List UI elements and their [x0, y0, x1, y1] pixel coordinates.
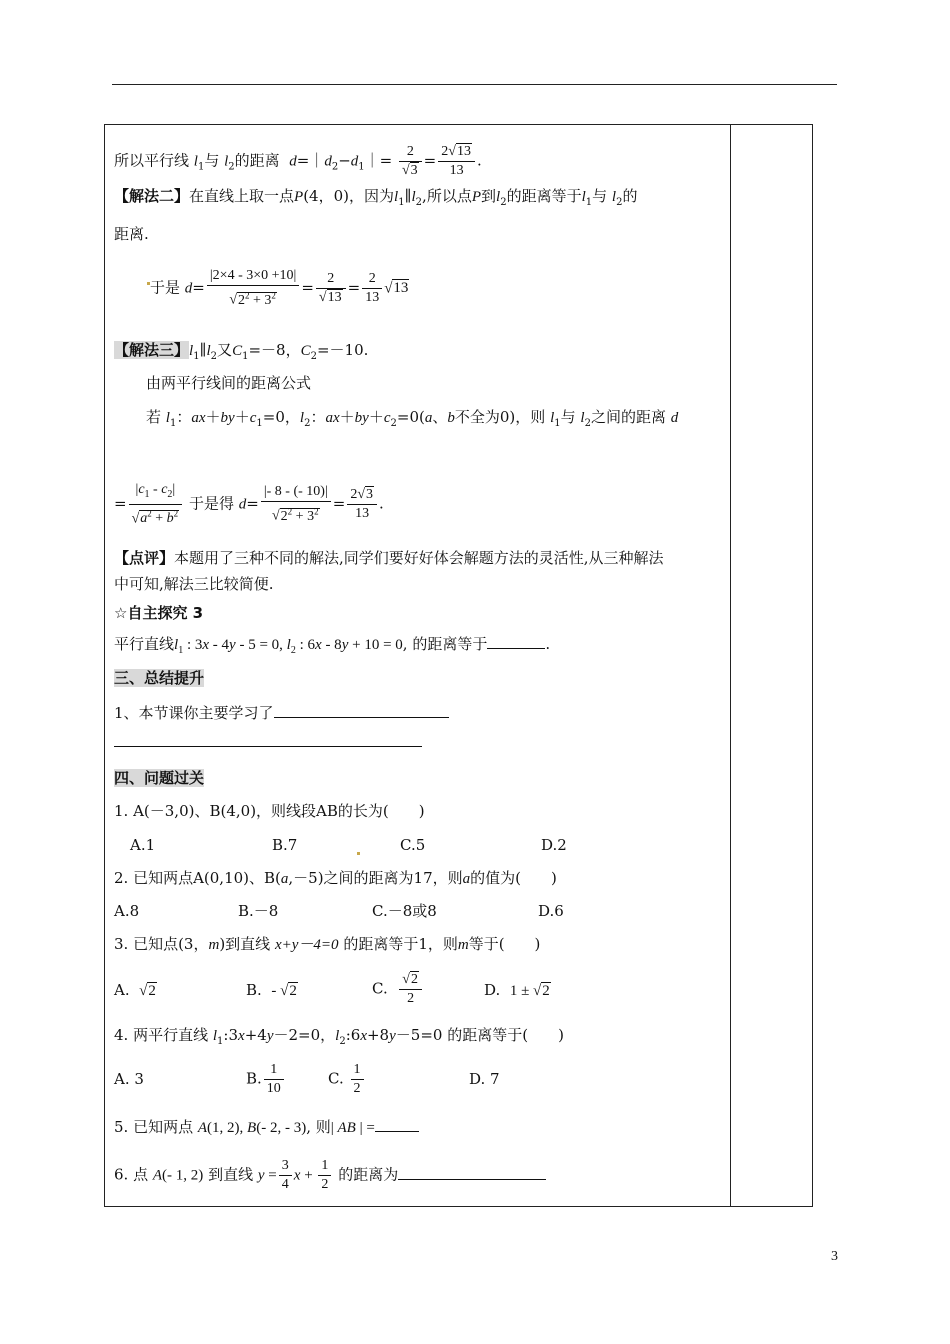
comment — [114, 548, 664, 568]
q1-option-a[interactable]: A.1 — [130, 836, 156, 854]
q2-option-c[interactable]: C.－8或8 — [372, 902, 437, 920]
method-three-label: 【解法三】 — [114, 341, 190, 359]
fraction: $\frac{3}{4}$ — [279, 1158, 292, 1193]
header-rule — [112, 84, 837, 85]
method-three-formula: = $\frac{|c_1 - c_2|}{√a^2 + b^2}$ 于是得 d= $\frac{|- 8 - (- 10)|}{√2^2 + 3^2}$ = $\frac{2√3}{13}$ . — [114, 482, 384, 527]
table-column-divider — [730, 124, 731, 1207]
text: 于是得 — [188, 494, 234, 513]
question-3 — [114, 934, 540, 955]
text: ，因为 — [349, 187, 395, 205]
text: )到直线 — [219, 935, 271, 953]
method-two-continued: 距离. — [114, 225, 149, 243]
question-5: 5. 已知两点 A(1, 2), B(- 2, - 3), 则| AB | = — [114, 1117, 419, 1138]
q4-option-a[interactable]: A. 3 — [114, 1070, 144, 1088]
text: 的距离等于 — [506, 187, 582, 205]
text: 所以平行线 — [114, 151, 190, 170]
option-letter: C. — [372, 979, 388, 998]
question-1: 1. A(－3,0)、B(4,0)，则线段AB的长为( ) — [114, 802, 425, 820]
question-4: 4. 两平行直线 $l_1:3x+4y-2=0$，$l_2:6x+8y-5=0$ 的距离等于( ) — [114, 1026, 564, 1047]
fraction: $\frac{2}{√3}$ — [399, 144, 422, 179]
text: 于是 — [150, 278, 181, 297]
fraction: $\frac{1}{10}$ — [264, 1062, 284, 1097]
q4-option-b[interactable] — [246, 1062, 286, 1097]
variable: a — [280, 871, 289, 887]
text: 不全为 — [454, 408, 500, 426]
answer-blank[interactable] — [375, 1117, 419, 1132]
option-letter: D. — [484, 981, 501, 999]
answer-blank[interactable] — [114, 732, 422, 747]
text: 在直线上取一点 — [189, 187, 295, 205]
section-quiz-heading: 四、问题过关 — [114, 769, 205, 787]
text: 的距离等于1，则 — [343, 935, 458, 953]
fraction: $\frac{|- 8 - (- 10)|}{√2^2 + 3^2}$ — [261, 484, 331, 525]
q1-option-c[interactable]: C.5 — [400, 836, 426, 854]
fraction: $\frac{|2\times 4 - 3\times 0 +10|}{√2^2 + 3^2}$ — [207, 268, 299, 309]
text: 的距离 — [234, 151, 280, 170]
text: , 则 — [306, 1118, 331, 1136]
q4-option-c[interactable] — [328, 1062, 366, 1097]
text: 2. 已知两点A(0,10)、B( — [114, 869, 281, 887]
marker-dot — [357, 852, 360, 855]
fraction: $\frac{√2}{2}$ — [399, 972, 422, 1007]
text: 又 — [217, 341, 233, 359]
option-letter: B. — [246, 1069, 262, 1088]
method-three: 【解法三】$l_1\parallel l_2$又$C_1=-8$，$C_2=-10$. — [114, 341, 369, 362]
summary-question — [114, 703, 449, 723]
q3-option-b[interactable]: B. - √2 — [246, 981, 297, 999]
text: ,－5)之间的距离为17，则 — [288, 869, 463, 887]
comment-continued: 中可知,解法三比较简便. — [114, 575, 274, 593]
text: 本题用了三种不同的解法,同学们要好好体会解题方法的灵活性,从三种解法 — [174, 549, 664, 567]
text: 3. 已知点(3， — [114, 935, 209, 953]
text: 所以点 — [426, 187, 472, 205]
option-letter: C. — [328, 1069, 344, 1088]
answer-blank[interactable] — [274, 703, 449, 718]
fraction: $\frac{2√3}{13}$ — [347, 487, 377, 522]
variable: a — [462, 871, 471, 887]
fraction: $\frac{2√13}{13}$ — [438, 144, 475, 179]
question-6: 6. 点 A(- 1, 2) 到直线 y = $\frac{3}{4}$ x + $\frac{1}{2}$ 的距离为 — [114, 1158, 546, 1193]
variable: m — [457, 937, 469, 953]
text: 之间的距离 — [590, 408, 666, 426]
variable: m — [208, 937, 220, 953]
text: 若 — [146, 408, 162, 426]
answer-blank[interactable] — [398, 1165, 546, 1180]
method-two-formula: 于是 d= $\frac{|2\times 4 - 3\times 0 +10|}{√2^2 + 3^2}$ = $\frac{2}{√13}$ = $\frac{2}{13}$ √13 — [150, 268, 409, 308]
text: 6. 点 — [114, 1165, 149, 1184]
q3-option-c[interactable] — [372, 972, 424, 1007]
text: 等于( ) — [468, 935, 541, 953]
formula-statement: 若 $l_1$：$ax+by+c_1=0$，$l_2$：$ax+by+c_2=0(a$、b不全为0)，则 $l_1$与 $l_2$之间的距离 d — [146, 408, 679, 429]
equation: x+y－4=0 — [274, 937, 339, 953]
line-distance-result: 所以平行线 $l_1$与 $l_2$的距离 $d=|d_2-d_1|=$ $\frac{2}{√3}$ = $\frac{2√13}{13}$ . — [114, 144, 482, 178]
explore-question: 平行直线$l_1$ : 3x - 4y - 5 = 0, $l_2$ : 6x - 8y + 10 = 0, 的距离等于 . — [114, 635, 551, 656]
text: 到直线 — [208, 1165, 254, 1184]
text: , 的距离等于 — [402, 635, 488, 653]
option-letter: A. — [114, 981, 130, 999]
explore-heading: ☆自主探究 3 — [114, 604, 204, 622]
option-letter: B. — [246, 981, 262, 999]
q3-option-d[interactable]: D. 1 ± √2 — [484, 981, 550, 999]
page-number: 3 — [831, 1249, 838, 1264]
q1-option-d[interactable]: D.2 — [541, 836, 567, 854]
fraction: $\frac{1}{2}$ — [318, 1158, 331, 1193]
text: 的值为( ) — [470, 869, 557, 887]
text: 到 — [481, 187, 497, 205]
text: 的 — [622, 187, 638, 205]
q2-option-a[interactable]: A.8 — [114, 902, 140, 920]
text: 4. 两平行直线 — [114, 1026, 209, 1044]
q4-option-d[interactable]: D. 7 — [469, 1070, 500, 1088]
formula-intro: 由两平行线间的距离公式 — [146, 374, 312, 392]
text: 平行直线 — [114, 635, 175, 653]
q3-option-a[interactable]: A. √2 — [114, 981, 156, 999]
fraction: $\frac{2}{13}$ — [362, 271, 382, 306]
fraction: $\frac{2}{√13}$ — [316, 271, 346, 306]
q2-option-d[interactable]: D.6 — [538, 902, 564, 920]
text: 1、本节课你主要学习了 — [114, 704, 274, 722]
fraction: $\frac{1}{2}$ — [351, 1062, 364, 1097]
question-2 — [114, 868, 557, 889]
section-summary-heading: 三、总结提升 — [114, 669, 205, 687]
text: 的距离等于( ) — [447, 1026, 564, 1044]
q1-option-b[interactable]: B.7 — [272, 836, 298, 854]
comment-label: 【点评】 — [114, 549, 175, 567]
text: 的距离为 — [338, 1165, 399, 1184]
q2-option-b[interactable]: B.－8 — [238, 902, 279, 920]
answer-blank[interactable] — [487, 634, 545, 649]
method-two: 【解法二】在直线上取一点P(4，0)，因为$l_1\parallel l_2$,所以点P到$l_2$的距离等于$l_1$与 $l_2$的 — [114, 187, 638, 208]
fraction: $\frac{|c_1 - c_2|}{√a^2 + b^2}$ — [129, 482, 183, 527]
method-two-label: 【解法二】 — [114, 187, 190, 205]
text: 5. 已知两点 — [114, 1118, 194, 1136]
